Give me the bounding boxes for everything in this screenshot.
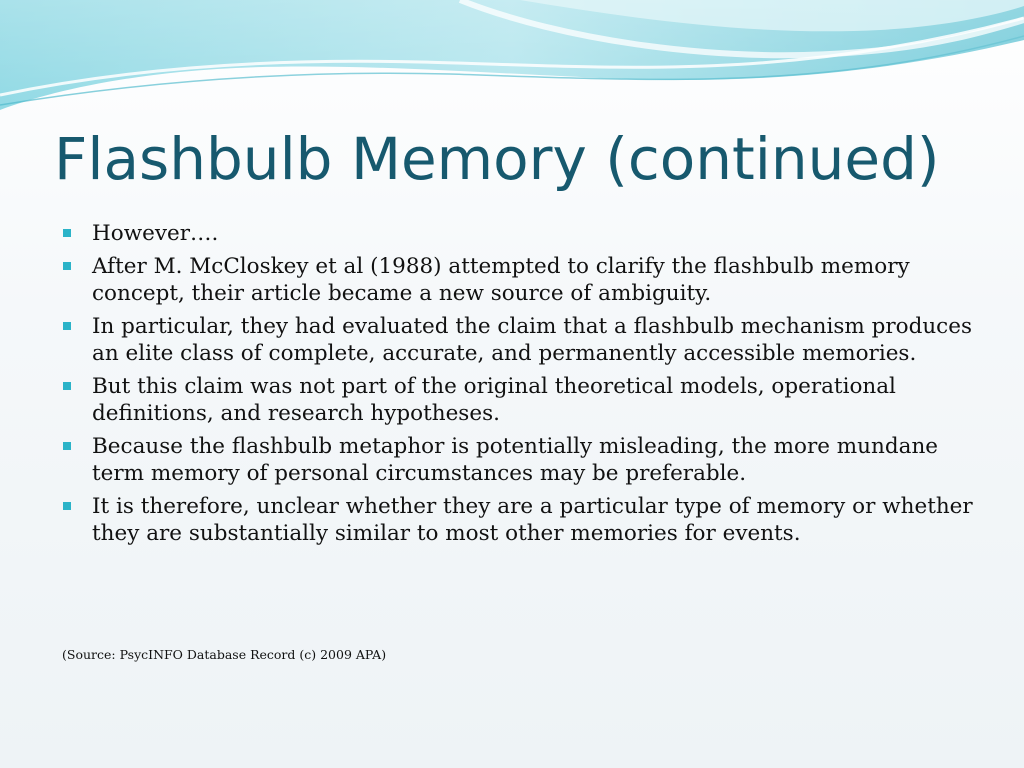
decorative-wave-header xyxy=(0,0,1024,120)
bullet-text: But this claim was not part of the original theoretical models, operational definitions, and research hypotheses. xyxy=(92,374,896,426)
square-bullet-icon xyxy=(63,502,71,510)
source-citation: (Source: PsycINFO Database Record (c) 2009 APA) xyxy=(62,647,387,662)
bullet-item xyxy=(60,313,980,367)
bullet-text: However…. xyxy=(92,221,219,246)
bullet-item xyxy=(60,220,980,247)
bullet-item xyxy=(60,373,980,427)
bullet-text: After M. McCloskey et al (1988) attempted to clarify the flashbulb memory concept, their article became a new source of ambiguity. xyxy=(92,254,910,306)
bullet-item xyxy=(60,493,980,547)
square-bullet-icon xyxy=(63,262,71,270)
bullet-text: Because the flashbulb metaphor is potentially misleading, the more mundane term memory of personal circumstances may be preferable. xyxy=(92,434,939,486)
bullet-item xyxy=(60,253,980,307)
bullet-list xyxy=(60,220,980,553)
square-bullet-icon xyxy=(63,322,71,330)
square-bullet-icon xyxy=(63,229,71,237)
square-bullet-icon xyxy=(63,382,71,390)
bullet-text: It is therefore, unclear whether they are a particular type of memory or whether they are substantially similar to most other memories for events. xyxy=(92,494,973,546)
bullet-text: In particular, they had evaluated the claim that a flashbulb mechanism produces an elite class of complete, accurate, and permanently accessible memories. xyxy=(92,314,972,366)
slide-title: Flashbulb Memory (continued) xyxy=(54,125,940,193)
square-bullet-icon xyxy=(63,442,71,450)
bullet-item xyxy=(60,433,980,487)
